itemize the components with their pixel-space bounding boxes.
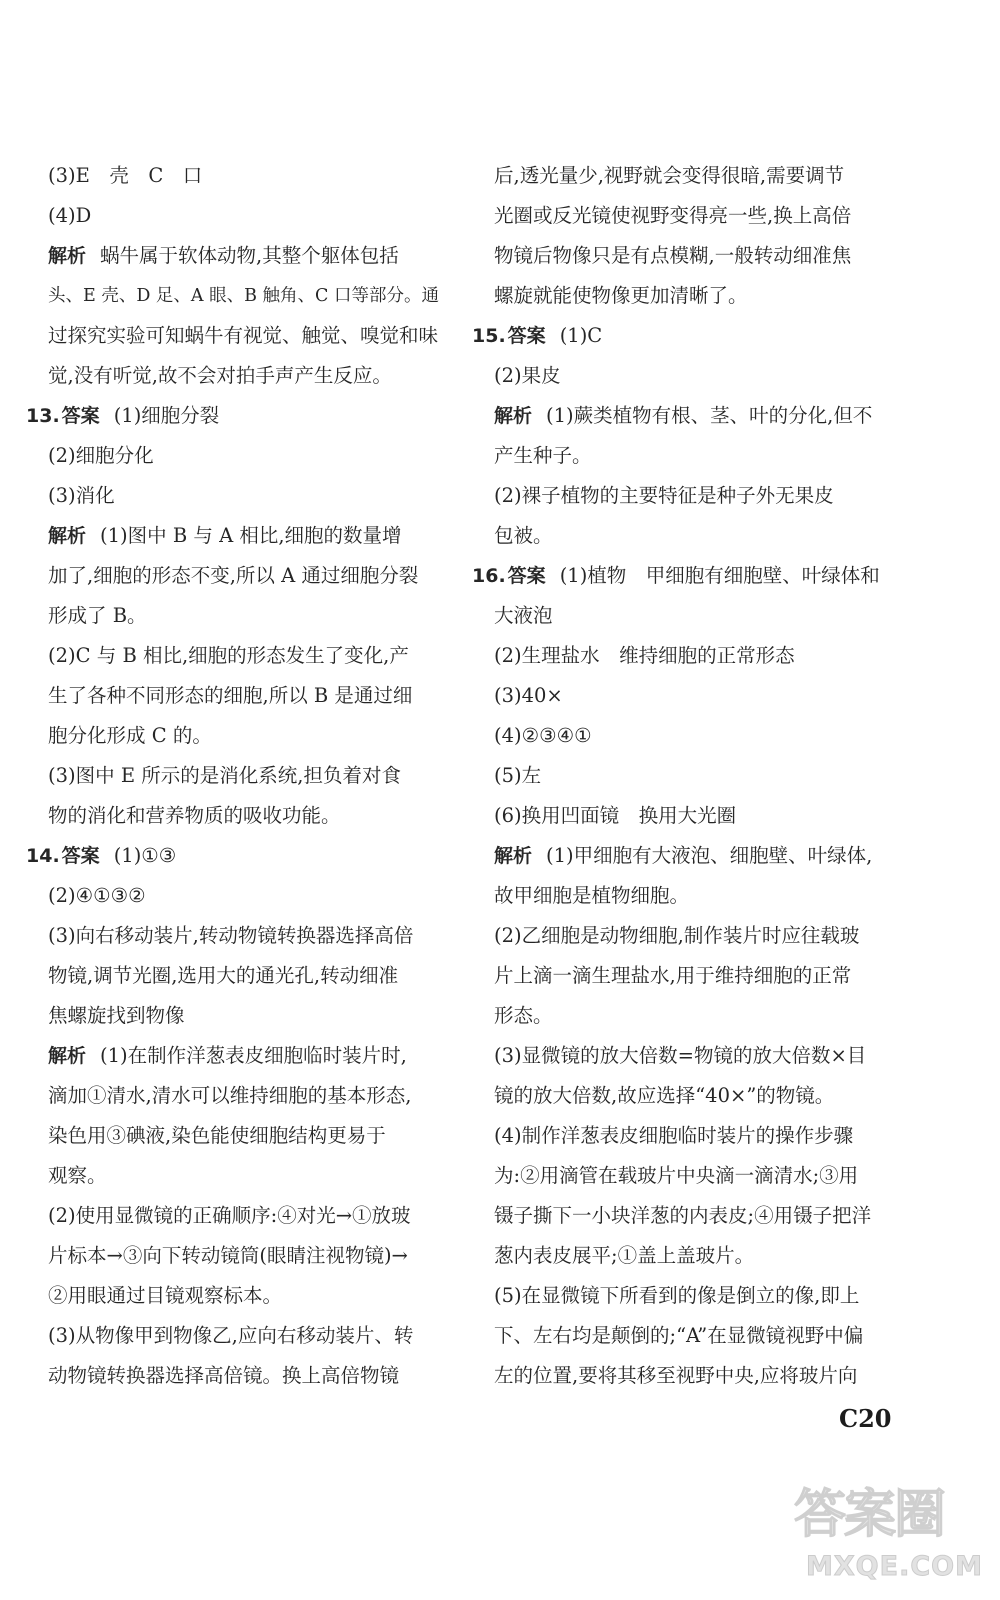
left-text-line: (3)E 壳 C 口 [48, 164, 203, 187]
right-column [472, 156, 902, 1396]
left-column [26, 156, 442, 1396]
answer-text: (1)细胞分裂 [113, 404, 220, 427]
answer-text: (1)C [559, 324, 603, 347]
left-text-line: 物的消化和营养物质的吸收功能。 [48, 804, 341, 827]
right-text-line: 为:②用滴管在载玻片中央滴一滴清水;③用 [494, 1164, 859, 1187]
question-number: 16. [472, 565, 506, 587]
right-analysis-line [472, 396, 902, 436]
left-text-line: (3)向右移动装片,转动物镜转换器选择高倍 [48, 924, 414, 947]
left-analysis-line [26, 1036, 442, 1076]
left-analysis-line [26, 236, 442, 276]
left-text-line: 加了,细胞的形态不变,所以 A 通过细胞分裂 [48, 564, 419, 587]
watermark-url: MXQE.COM [806, 1551, 983, 1582]
analysis-label: 解析 [48, 1045, 87, 1067]
right-text-line: (2)果皮 [494, 364, 561, 387]
right-question-line [472, 316, 902, 356]
analysis-text: (1)图中 B 与 A 相比,细胞的数量增 [100, 524, 402, 547]
analysis-label: 解析 [48, 525, 87, 547]
left-text-line: ②用眼通过目镜观察标本。 [48, 1284, 283, 1307]
left-text-line: 动物镜转换器选择高倍镜。换上高倍物镜 [48, 1364, 400, 1387]
answer-text: (1)①③ [113, 844, 177, 867]
right-text-line: 左的位置,要将其移至视野中央,应将玻片向 [494, 1364, 858, 1387]
watermark-logo [790, 1483, 986, 1591]
analysis-label: 解析 [494, 845, 533, 867]
right-text-line: 螺旋就能使物像更加清晰了。 [494, 284, 748, 307]
answer-label: 答案 [61, 405, 100, 427]
right-text-line: (2)裸子植物的主要特征是种子外无果皮 [494, 484, 834, 507]
left-text-line: 觉,没有听觉,故不会对拍手声产生反应。 [48, 364, 392, 387]
answer-label: 答案 [507, 565, 546, 587]
right-text-line: (5)在显微镜下所看到的像是倒立的像,即上 [494, 1284, 860, 1307]
watermark-chinese: 答案圈 [794, 1485, 945, 1545]
left-text-line: (2)④①③② [48, 884, 146, 907]
left-analysis-line [26, 516, 442, 556]
left-text-line: 过探究实验可知蜗牛有视觉、触觉、嗅觉和味 [48, 324, 439, 347]
left-question-line [26, 836, 442, 876]
right-text-line: 产生种子。 [494, 444, 592, 467]
left-text-line: 滴加①清水,清水可以维持细胞的基本形态, [48, 1084, 412, 1107]
left-text-line: (4)D [48, 204, 92, 227]
right-text-line: (6)换用凹面镜 换用大光圈 [494, 804, 737, 827]
right-analysis-line [472, 836, 902, 876]
right-text-line: 光圈或反光镜使视野变得亮一些,换上高倍 [494, 204, 852, 227]
right-question-line [472, 556, 902, 596]
right-text-line: (4)②③④① [494, 724, 592, 747]
answer-label: 答案 [507, 325, 546, 347]
left-question-line [26, 396, 442, 436]
left-text-line: 形成了 B。 [48, 604, 147, 627]
right-text-line: (3)40× [494, 684, 563, 707]
right-text-line: 镊子撕下一小块洋葱的内表皮;④用镊子把洋 [494, 1204, 872, 1227]
analysis-label: 解析 [494, 405, 533, 427]
right-text-line: 下、左右均是颠倒的;“A”在显微镜视野中偏 [494, 1324, 864, 1347]
left-text-line: 生了各种不同形态的细胞,所以 B 是通过细 [48, 684, 413, 707]
question-number: 15. [472, 325, 506, 347]
left-text-line: (3)图中 E 所示的是消化系统,担负着对食 [48, 764, 401, 787]
right-text-line: 物镜后物像只是有点模糊,一般转动细准焦 [494, 244, 852, 267]
analysis-text: 蜗牛属于软体动物,其整个躯体包括 [100, 244, 399, 267]
question-number: 14. [26, 845, 60, 867]
right-text-line: 大液泡 [494, 604, 553, 627]
right-text-line: (2)乙细胞是动物细胞,制作装片时应往载玻 [494, 924, 860, 947]
page-number: C20 [839, 1404, 892, 1433]
left-text-line: 胞分化形成 C 的。 [48, 724, 212, 747]
analysis-text: (1)甲细胞有大液泡、细胞壁、叶绿体, [546, 844, 873, 867]
left-text-line: 片标本→③向下转动镜筒(眼睛注视物镜)→ [48, 1244, 408, 1267]
right-text-line: 镜的放大倍数,故应选择“40×”的物镜。 [494, 1084, 835, 1107]
left-text-line: (2)使用显微镜的正确顺序:④对光→①放玻 [48, 1204, 411, 1227]
right-text-line: (3)显微镜的放大倍数=物镜的放大倍数×目 [494, 1044, 867, 1067]
right-text-line: (2)生理盐水 维持细胞的正常形态 [494, 644, 795, 667]
left-text-line: (3)消化 [48, 484, 115, 507]
left-text-line: (3)从物像甲到物像乙,应向右移动装片、转 [48, 1324, 414, 1347]
left-text-line: (2)C 与 B 相比,细胞的形态发生了变化,产 [48, 644, 409, 667]
right-text-line: 葱内表皮展平;①盖上盖玻片。 [494, 1244, 755, 1267]
left-text-line: 焦螺旋找到物像 [48, 1004, 185, 1027]
answer-label: 答案 [61, 845, 100, 867]
right-text-line: 形态。 [494, 1004, 553, 1027]
answer-text: (1)植物 甲细胞有细胞壁、叶绿体和 [559, 564, 880, 587]
left-text-line: 观察。 [48, 1164, 107, 1187]
right-text-line: 故甲细胞是植物细胞。 [494, 884, 690, 907]
analysis-text: (1)在制作洋葱表皮细胞临时装片时, [100, 1044, 407, 1067]
right-text-line: 后,透光量少,视野就会变得很暗,需要调节 [494, 164, 845, 187]
question-number: 13. [26, 405, 60, 427]
left-text-line: 头、E 壳、D 足、A 眼、B 触角、C 口等部分。通 [48, 286, 440, 306]
left-text-line: 物镜,调节光圈,选用大的通光孔,转动细准 [48, 964, 399, 987]
analysis-label: 解析 [48, 245, 87, 267]
right-text-line: (5)左 [494, 764, 542, 787]
analysis-text: (1)蕨类植物有根、茎、叶的分化,但不 [546, 404, 873, 427]
right-text-line: (4)制作洋葱表皮细胞临时装片的操作步骤 [494, 1124, 854, 1147]
right-text-line: 片上滴一滴生理盐水,用于维持细胞的正常 [494, 964, 852, 987]
left-text-line: 染色用③碘液,染色能使细胞结构更易于 [48, 1124, 386, 1147]
right-text-line: 包被。 [494, 524, 553, 547]
left-text-line: (2)细胞分化 [48, 444, 154, 467]
